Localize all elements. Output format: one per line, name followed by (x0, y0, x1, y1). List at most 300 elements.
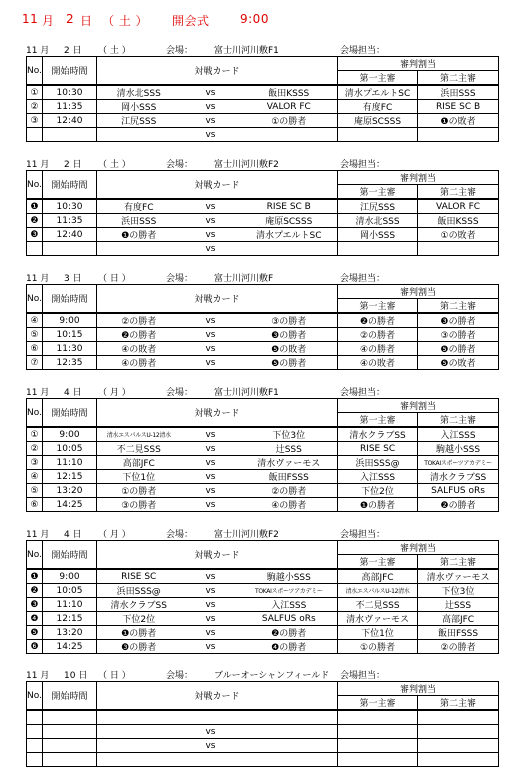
team-b: 入江SSS (241, 598, 338, 612)
match-row (27, 85, 499, 100)
referee-2 (418, 710, 499, 725)
section-manager-label: 会場担当： (340, 388, 386, 398)
vs-label (181, 753, 241, 767)
match-card-header: 対戦カード (97, 171, 338, 200)
referee-2: 下位3位 (418, 584, 499, 598)
vs-label: vs (181, 739, 241, 753)
section-day: 4 日 (64, 530, 82, 540)
section-venue: 富士川河川敷F1 (214, 46, 279, 56)
section-manager-label: 会場担当： (340, 160, 386, 170)
team-b: ❹の勝者 (241, 640, 338, 654)
match-number: ❶ (27, 569, 43, 584)
referee-1: 岡小SSS (338, 228, 418, 242)
match-time: 9:00 (43, 313, 97, 328)
referee-1: 清水北SSS (338, 214, 418, 228)
header-gatsu: 月 (42, 14, 55, 28)
section-month: 11 月 (26, 160, 50, 170)
vs-label: vs (181, 228, 241, 242)
match-section (26, 526, 498, 654)
team-b: RISE SC B (241, 199, 338, 214)
referee2-header: 第二主審 (418, 555, 499, 570)
referee-2: ❺の敗者 (418, 356, 499, 370)
referee-2: 飯田KSSS (418, 214, 499, 228)
match-row (27, 356, 499, 370)
match-row (27, 739, 499, 753)
match-row (27, 640, 499, 654)
team-a: RISE SC (97, 569, 181, 584)
vs-label: vs (181, 725, 241, 739)
referee-2: TOKAIスポーツアカデミー (418, 456, 499, 470)
match-number: ② (27, 100, 43, 114)
referee-2 (418, 128, 499, 142)
match-row (27, 753, 499, 767)
vs-label: vs (181, 328, 241, 342)
vs-label: vs (181, 484, 241, 498)
referee2-header: 第二主審 (418, 413, 499, 428)
match-row (27, 612, 499, 626)
match-card-header: 対戦カード (97, 57, 338, 86)
referee-2: RISE SC B (418, 100, 499, 114)
vs-label: vs (181, 456, 241, 470)
match-number: ① (27, 85, 43, 100)
team-a: 浜田SSS@ (97, 584, 181, 598)
referee-2: ❺の勝者 (418, 342, 499, 356)
referee-1: 下位1位 (338, 626, 418, 640)
match-table (26, 398, 499, 512)
match-row (27, 498, 499, 512)
match-row (27, 710, 499, 725)
match-time: 11:35 (43, 100, 97, 114)
match-number: ③ (27, 114, 43, 128)
match-table (26, 540, 499, 654)
match-number: ③ (27, 456, 43, 470)
match-row (27, 456, 499, 470)
match-number: ❺ (27, 626, 43, 640)
referee-1: 清水プエルトSC (338, 85, 418, 100)
team-a: 江尻SSS (97, 114, 181, 128)
match-time: 14:25 (43, 498, 97, 512)
header-time: 9:00 (240, 12, 269, 26)
header-row (27, 171, 499, 185)
section-weekday: （ 日 ） (98, 671, 131, 681)
referee-1 (338, 725, 418, 739)
team-b (241, 739, 338, 753)
section-title (26, 667, 498, 681)
team-b: ❺の敗者 (241, 342, 338, 356)
section-venue-label: 会場： (166, 46, 194, 56)
team-b: ②の勝者 (241, 484, 338, 498)
team-a: 浜田SSS (97, 214, 181, 228)
team-a: ❷の勝者 (97, 328, 181, 342)
match-number: ⑥ (27, 498, 43, 512)
match-time: 10:05 (43, 442, 97, 456)
no-header: No. (27, 171, 43, 200)
section-day: 10 日 (64, 671, 88, 681)
referee-1: 庵原SCSSS (338, 114, 418, 128)
referee-1: ①の勝者 (338, 640, 418, 654)
match-time: 12:40 (43, 114, 97, 128)
referee-1: ❷の勝者 (338, 313, 418, 328)
section-venue-label: 会場： (166, 274, 194, 284)
match-row (27, 199, 499, 214)
section-title (26, 270, 498, 284)
team-b: 下位3位 (241, 427, 338, 442)
vs-label: vs (181, 470, 241, 484)
referee-header: 審判割当 (338, 285, 499, 299)
match-time: 12:40 (43, 228, 97, 242)
referee-2: ❷の勝者 (418, 498, 499, 512)
referee-2: ❸の勝者 (418, 313, 499, 328)
start-time-header: 開始時間 (43, 399, 97, 428)
section-venue-label: 会場： (166, 160, 194, 170)
referee-1: ④の勝者 (338, 342, 418, 356)
match-time: 14:25 (43, 640, 97, 654)
match-number (27, 739, 43, 753)
team-a: 下位2位 (97, 612, 181, 626)
team-b (241, 128, 338, 142)
match-number: ⑥ (27, 342, 43, 356)
no-header: No. (27, 399, 43, 428)
match-time (43, 710, 97, 725)
team-a: ③の勝者 (97, 498, 181, 512)
match-table (26, 284, 499, 370)
team-a: ❶の勝者 (97, 626, 181, 640)
match-number: ❸ (27, 228, 43, 242)
referee-1: ②の勝者 (338, 328, 418, 342)
referee1-header: 第一主審 (338, 71, 418, 86)
match-number: ⑦ (27, 356, 43, 370)
referee1-header: 第一主審 (338, 555, 418, 570)
referee-2: ①の敗者 (418, 228, 499, 242)
referee2-header: 第二主審 (418, 696, 499, 711)
team-b: 庵原SCSSS (241, 214, 338, 228)
referee-2 (418, 739, 499, 753)
match-row (27, 242, 499, 256)
referee-header: 審判割当 (338, 541, 499, 555)
vs-label: vs (181, 569, 241, 584)
referee-1: ④の敗者 (338, 356, 418, 370)
team-a: 清水エスパルスU-12清水 (97, 427, 181, 442)
referee-1: 江尻SSS (338, 199, 418, 214)
match-number: ⑤ (27, 484, 43, 498)
match-row (27, 427, 499, 442)
vs-label: vs (181, 612, 241, 626)
referee-1: 清水エスパルスU-12清水 (338, 584, 418, 598)
match-row (27, 214, 499, 228)
match-row (27, 584, 499, 598)
header-row (27, 682, 499, 696)
match-time: 12:15 (43, 612, 97, 626)
match-section (26, 384, 498, 512)
team-b (241, 710, 338, 725)
referee2-header: 第二主審 (418, 71, 499, 86)
section-day: 2 日 (64, 160, 82, 170)
team-b: ①の勝者 (241, 114, 338, 128)
referee1-header: 第一主審 (338, 413, 418, 428)
vs-label: vs (181, 640, 241, 654)
referee-2: ②の勝者 (418, 640, 499, 654)
vs-label: vs (181, 214, 241, 228)
team-a: ④の敗者 (97, 342, 181, 356)
referee-2: SALFUS oRs (418, 484, 499, 498)
match-number: ④ (27, 313, 43, 328)
team-a (97, 739, 181, 753)
team-a: ❸の勝者 (97, 640, 181, 654)
section-venue: ブルーオーシャンフィールド (214, 671, 330, 681)
section-title (26, 156, 498, 170)
match-card-header: 対戦カード (97, 285, 338, 314)
match-number: ❷ (27, 214, 43, 228)
section-venue-label: 会場： (166, 388, 194, 398)
team-b: 飯田KSSS (241, 85, 338, 100)
team-a (97, 725, 181, 739)
match-row (27, 313, 499, 328)
referee-2: VALOR FC (418, 199, 499, 214)
match-number: ❸ (27, 598, 43, 612)
team-a: 清水北SSS (97, 85, 181, 100)
match-time (43, 725, 97, 739)
team-a: 高部JFC (97, 456, 181, 470)
section-venue: 富士川河川敷F (214, 274, 274, 284)
match-time: 11:10 (43, 456, 97, 470)
team-a (97, 128, 181, 142)
vs-label: vs (181, 626, 241, 640)
referee-1 (338, 710, 418, 725)
section-venue: 富士川河川敷F1 (214, 388, 279, 398)
match-table (26, 170, 499, 256)
match-time (43, 242, 97, 256)
team-a: ④の勝者 (97, 356, 181, 370)
team-a (97, 710, 181, 725)
match-number (27, 725, 43, 739)
match-number: ❶ (27, 199, 43, 214)
vs-label: vs (181, 85, 241, 100)
match-number (27, 753, 43, 767)
header-row (27, 285, 499, 299)
team-a (97, 242, 181, 256)
referee-2: 清水ヴァーモス (418, 569, 499, 584)
team-a (97, 753, 181, 767)
referee1-header: 第一主審 (338, 696, 418, 711)
referee-1: 有度FC (338, 100, 418, 114)
match-time: 11:30 (43, 342, 97, 356)
team-b (241, 725, 338, 739)
match-number (27, 710, 43, 725)
match-time: 10:30 (43, 85, 97, 100)
referee-1 (338, 739, 418, 753)
match-number: ❷ (27, 584, 43, 598)
referee-1: 清水ヴァーモス (338, 612, 418, 626)
section-title (26, 526, 498, 540)
match-row (27, 114, 499, 128)
match-table (26, 56, 499, 142)
team-b: 駒越小SSS (241, 569, 338, 584)
team-a: 清水クラブSS (97, 598, 181, 612)
team-a: ❶の勝者 (97, 228, 181, 242)
team-b: ❸の勝者 (241, 328, 338, 342)
section-weekday: （ 日 ） (98, 274, 131, 284)
team-a: 有度FC (97, 199, 181, 214)
match-row (27, 328, 499, 342)
referee-1 (338, 242, 418, 256)
section-weekday: （ 月 ） (98, 530, 131, 540)
referee-2: ❶の敗者 (418, 114, 499, 128)
header-month: 11 (22, 12, 39, 26)
section-venue: 富士川河川敷F2 (214, 160, 279, 170)
start-time-header: 開始時間 (43, 285, 97, 314)
team-a: 岡小SSS (97, 100, 181, 114)
match-row (27, 470, 499, 484)
vs-label: vs (181, 356, 241, 370)
match-time: 10:05 (43, 584, 97, 598)
match-time (43, 128, 97, 142)
referee-1: 清水クラブSS (338, 427, 418, 442)
vs-label: vs (181, 427, 241, 442)
section-day: 4 日 (64, 388, 82, 398)
match-card-header: 対戦カード (97, 682, 338, 711)
match-time: 12:35 (43, 356, 97, 370)
start-time-header: 開始時間 (43, 541, 97, 570)
match-table (26, 681, 499, 767)
match-number: ❹ (27, 612, 43, 626)
section-venue-label: 会場： (166, 530, 194, 540)
team-a: ①の勝者 (97, 484, 181, 498)
section-month: 11 月 (26, 46, 50, 56)
team-b (241, 242, 338, 256)
vs-label: vs (181, 242, 241, 256)
match-number: ② (27, 442, 43, 456)
start-time-header: 開始時間 (43, 682, 97, 711)
match-row (27, 442, 499, 456)
referee-1: 浜田SSS@ (338, 456, 418, 470)
referee-1: 下位2位 (338, 484, 418, 498)
no-header: No. (27, 57, 43, 86)
team-b: VALOR FC (241, 100, 338, 114)
vs-label: vs (181, 114, 241, 128)
referee-header: 審判割当 (338, 399, 499, 413)
team-b: SALFUS oRs (241, 612, 338, 626)
header-ceremony: 開会式 (172, 14, 210, 28)
match-section (26, 156, 498, 256)
section-day: 3 日 (64, 274, 82, 284)
referee-1: RISE SC (338, 442, 418, 456)
section-manager-label: 会場担当： (340, 530, 386, 540)
vs-label (181, 710, 241, 725)
team-b (241, 753, 338, 767)
match-row (27, 598, 499, 612)
referee2-header: 第二主審 (418, 299, 499, 314)
section-weekday: （ 月 ） (98, 388, 131, 398)
referee-1: 高部JFC (338, 569, 418, 584)
referee-2: 入江SSS (418, 427, 499, 442)
header-day: 2 (66, 12, 75, 26)
vs-label: vs (181, 313, 241, 328)
header-row (27, 541, 499, 555)
match-time: 11:10 (43, 598, 97, 612)
section-month: 11 月 (26, 530, 50, 540)
section-venue-label: 会場： (166, 671, 194, 681)
vs-label: vs (181, 498, 241, 512)
match-time: 13:20 (43, 484, 97, 498)
referee-1: ❶の勝者 (338, 498, 418, 512)
referee-1 (338, 753, 418, 767)
section-month: 11 月 (26, 671, 50, 681)
start-time-header: 開始時間 (43, 57, 97, 86)
referee1-header: 第一主審 (338, 299, 418, 314)
vs-label: vs (181, 442, 241, 456)
match-number (27, 242, 43, 256)
team-a: 不二見SSS (97, 442, 181, 456)
match-time (43, 753, 97, 767)
section-month: 11 月 (26, 388, 50, 398)
team-b: ❷の勝者 (241, 626, 338, 640)
match-time (43, 739, 97, 753)
referee-2: 飯田FSSS (418, 626, 499, 640)
match-time: 12:15 (43, 470, 97, 484)
match-row (27, 725, 499, 739)
referee-header: 審判割当 (338, 171, 499, 185)
section-weekday: （ 土 ） (98, 160, 131, 170)
match-row (27, 228, 499, 242)
team-b: 辻SSS (241, 442, 338, 456)
vs-label: vs (181, 598, 241, 612)
match-row (27, 128, 499, 142)
header-row (27, 57, 499, 71)
team-a: 下位1位 (97, 470, 181, 484)
team-b: ④の勝者 (241, 498, 338, 512)
match-time: 9:00 (43, 427, 97, 442)
match-row (27, 626, 499, 640)
match-time: 10:15 (43, 328, 97, 342)
referee-2: 辻SSS (418, 598, 499, 612)
match-row (27, 569, 499, 584)
match-card-header: 対戦カード (97, 541, 338, 570)
match-number (27, 128, 43, 142)
referee-2: 駒越小SSS (418, 442, 499, 456)
match-row (27, 484, 499, 498)
referee-header: 審判割当 (338, 682, 499, 696)
section-weekday: （ 土 ） (98, 46, 131, 56)
match-row (27, 342, 499, 356)
team-b: ③の勝者 (241, 313, 338, 328)
referee-header: 審判割当 (338, 57, 499, 71)
match-time: 9:00 (43, 569, 97, 584)
section-venue: 富士川河川敷F2 (214, 530, 279, 540)
section-manager-label: 会場担当： (340, 46, 386, 56)
referee-2: ③の勝者 (418, 328, 499, 342)
team-b: 清水ヴァーモス (241, 456, 338, 470)
section-title (26, 42, 498, 56)
referee-1: 入江SSS (338, 470, 418, 484)
referee-2: 浜田SSS (418, 85, 499, 100)
referee-2 (418, 242, 499, 256)
referee1-header: 第一主審 (338, 185, 418, 200)
referee-2 (418, 725, 499, 739)
match-number: ④ (27, 470, 43, 484)
section-manager-label: 会場担当： (340, 671, 386, 681)
vs-label: vs (181, 199, 241, 214)
vs-label: vs (181, 100, 241, 114)
match-number: ⑤ (27, 328, 43, 342)
referee-2: 清水クラブSS (418, 470, 499, 484)
referee-2 (418, 753, 499, 767)
referee-1: 不二見SSS (338, 598, 418, 612)
start-time-header: 開始時間 (43, 171, 97, 200)
section-month: 11 月 (26, 274, 50, 284)
match-time: 13:20 (43, 626, 97, 640)
team-b: TOKAIスポーツアカデミー (241, 584, 338, 598)
match-section (26, 270, 498, 370)
